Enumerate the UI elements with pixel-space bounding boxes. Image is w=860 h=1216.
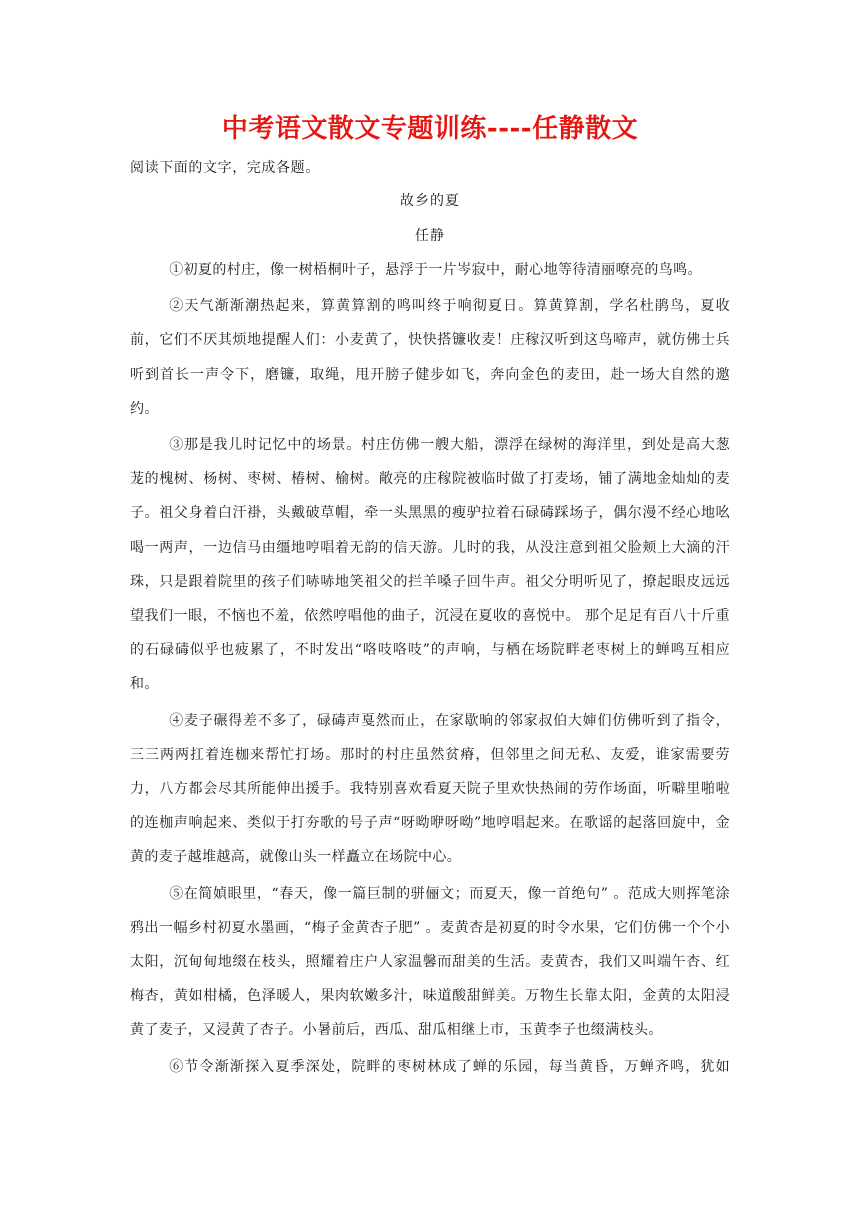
paragraph-3: ③那是我儿时记忆中的场景。村庄仿佛一艘大船，漂浮在绿树的海洋里，到处是高大葱茏的槐树、杨树、枣树、椿树、榆树。敞亮的庄稼院被临时做了打麦场，铺了满地金灿灿的麦子。祖父身着白汗褂，头戴破草帽，牵一头黑黑的瘦驴拉着石碌碡踩场子，偶尔漫不经心地吆喝一两声，一边信马由缰地哼唱着无韵的信天游。儿时的我，从没注意到祖父脸颊上大滴的汗珠，只是跟着院里的孩子们哧哧地笑祖父的拦羊嗓子回牛声。祖父分明听见了，撩起眼皮远远望我们一眼，不恼也不羞，依然哼唱他的曲子，沉浸在夏收的喜悦中。 那个足足有百八十斤重的石碌碡似乎也疲累了，不时发出“咯吱咯吱”的声响，与栖在场院畔老枣树上的蝉鸣互相应和。 (130, 437, 730, 693)
paragraph-5: ⑤在简媜眼里，“春天，像一篇巨制的骈俪文；而夏天，像一首绝句” 。范成大则挥笔涂鸦出一幅乡村初夏水墨画，“梅子金黄杏子肥” 。麦黄杏是初夏的时令水果，它们仿佛一个个小太阳，沉甸甸地缀在枝头，照耀着庄户人家温馨而甜美的生活。麦黄杏，我们又叫端午杏、红梅杏，黄如柑橘，色泽暖人，果肉软嫩多汁，味道酸甜鲜美。万物生长靠太阳，金黄的太阳浸黄了麦子，又浸黄了杏子。小暑前后，西瓜、甜瓜相继上市，玉黄李子也缀满枝头。 (130, 885, 730, 1039)
paragraph-1: ①初夏的村庄，像一树梧桐叶子，悬浮于一片岑寂中，耐心地等待清丽嘹亮的鸟鸣。 (169, 262, 702, 278)
paragraph-6: ⑥节令渐渐探入夏季深处，院畔的枣树林成了蝉的乐园，每当黄昏，万蝉齐鸣，犹如 (169, 1058, 730, 1075)
instruction-text: 阅读下面的文字，完成各题。 (130, 160, 320, 176)
article-title: 故乡的夏 (400, 193, 460, 209)
article-body (130, 253, 730, 1086)
document-title: 中考语文散文专题训练----任静散文 (221, 114, 639, 144)
article-author: 任静 (415, 228, 445, 244)
paragraph-4: ④麦子碾得差不多了，碌碡声戛然而止，在家歇晌的邻家叔伯大婶们仿佛听到了指令，三三两两扛着连枷来帮忙打场。那时的村庄虽然贫瘠，但邻里之间无私、友爱，谁家需要劳力，八方都会尽其所能伸出援手。我特别喜欢看夏天院子里欢快热闹的劳作场面，听噼里啪啦的连枷声响起来、类似于打夯歌的号子声“呀呦咿呀呦”地哼唱起来。在歌谣的起落回旋中，金黄的麦子越堆越高，就像山头一样矗立在场院中心。 (130, 712, 730, 866)
paragraph-2: ②天气渐渐潮热起来，算黄算割的鸣叫终于响彻夏日。算黄算割，学名杜鹃鸟，夏收前，它们不厌其烦地提醒人们：小麦黄了，快快搭镰收麦！庄稼汉听到这鸟啼声，就仿佛士兵听到首长一声令下，磨镰，取绳，甩开膀子健步如飞，奔向金色的麦田，赴一场大自然的邀约。 (130, 298, 730, 417)
